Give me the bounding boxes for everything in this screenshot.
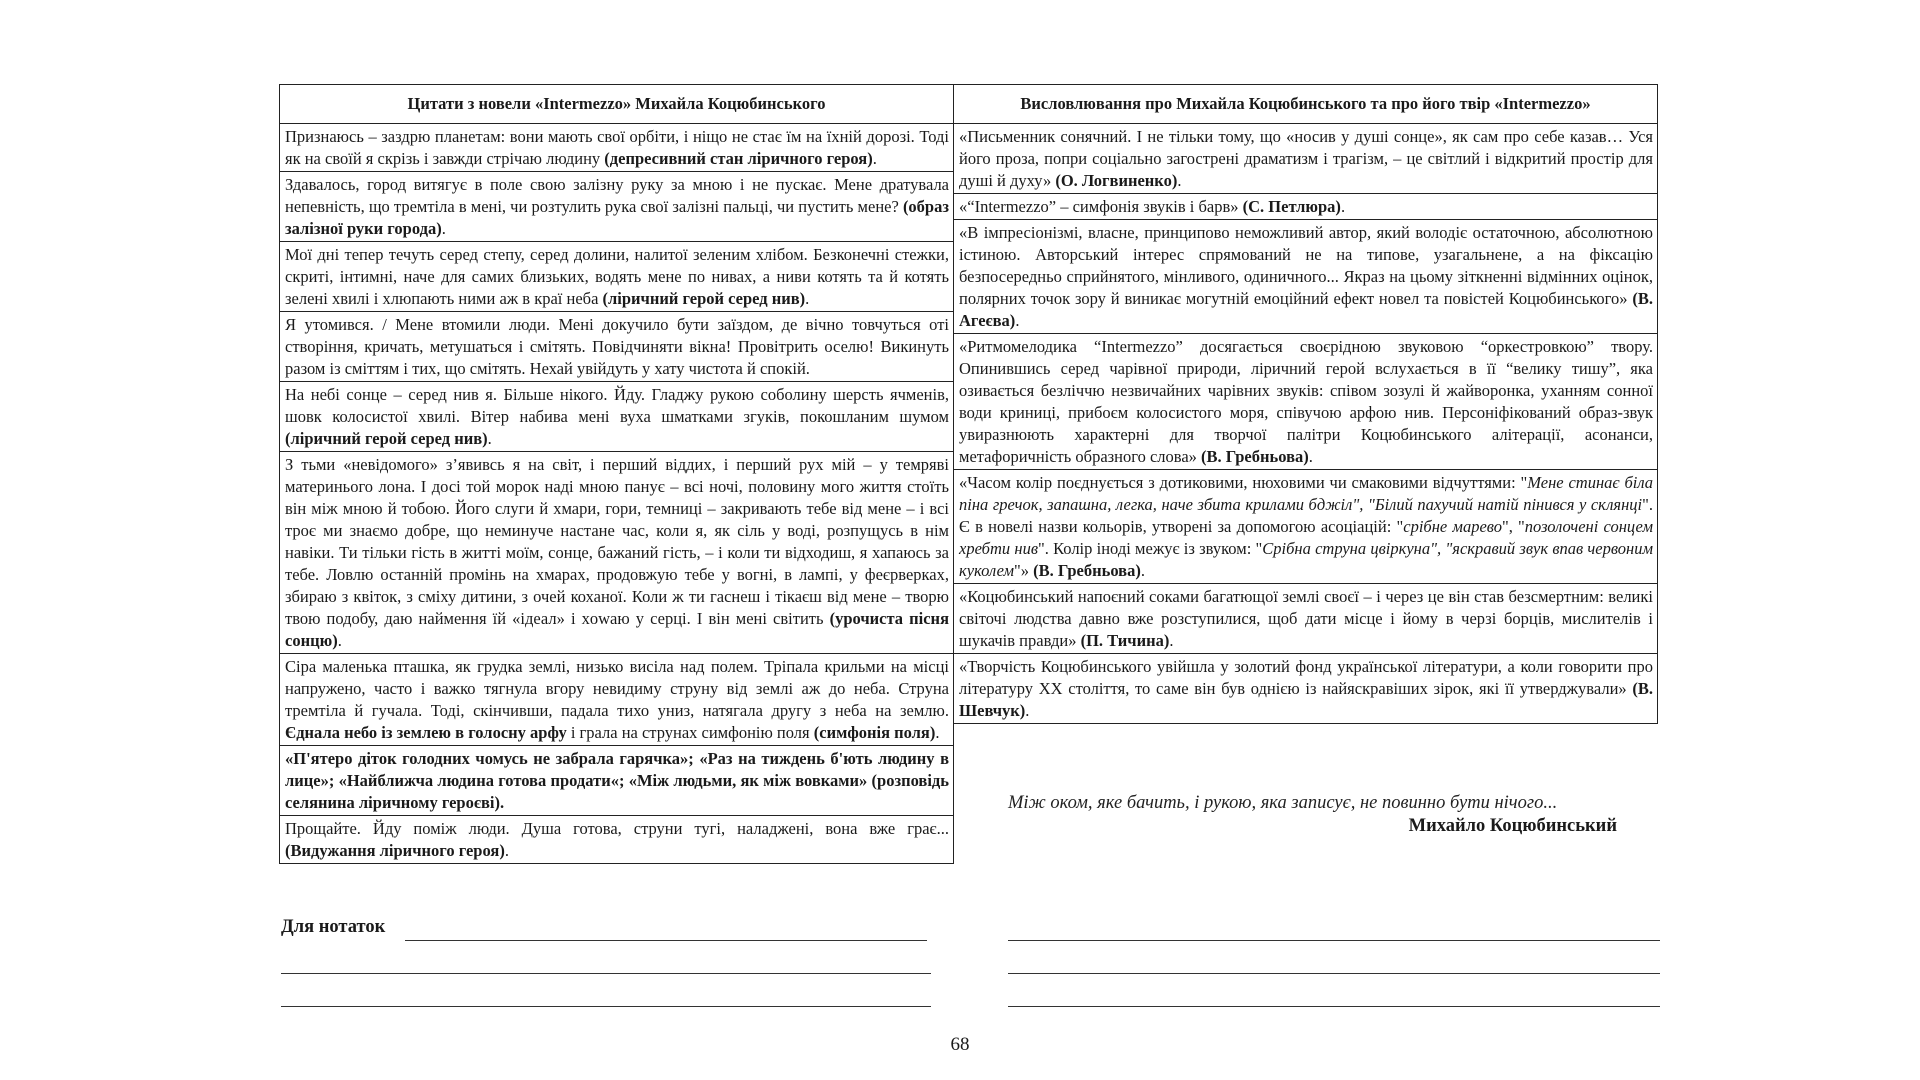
notes-line[interactable] (405, 940, 927, 941)
quote-row: Прощайте. Йду поміж люди. Душа готова, струни тугі, наладжені, вона вже грає... (Видужання ліричного героя). (280, 816, 954, 864)
notes-line[interactable] (1008, 973, 1660, 974)
epigraph-author: Михайло Коцюбинський (1408, 816, 1617, 836)
notes-line[interactable] (1008, 1006, 1660, 1007)
notes-label: Для нотаток (281, 917, 386, 937)
quote-row: Я утомився. / Мене втомили люди. Мені докучило бути заїздом, де вічно товчуться оті створіння, кричать, метушаться і смітять. Повідчиняти вікна! Провітрить оселю! Викинуть разом із сміттям і тих, що смітять. Нехай увійдуть у хату чистота й спокій. (280, 312, 954, 382)
notes-line[interactable] (281, 973, 931, 974)
statement-row: «В імпресіонізмі, власне, принципово неможливий автор, який володіє остаточною, абсолютною істиною. Авторський інтерес спрямований не на типове, узагальнене, а на фіксацію безпосередньо сприйнятого, мінливого, одиничного... Якраз на цьому зіткненні відмінних оцінок, полярних точок зору й виникає могутній емоційний ефект новел та повістей Коцюбинського» (В. Агеєва). (954, 220, 1658, 334)
quote-row: Здавалось, город витягує в поле свою залізну руку за мною і не пускає. Мене дратувала непевність, що тремтіла в мені, чи розтулить рука свої залізні пальці, чи пустить мене? (образ залізної руки города). (280, 172, 954, 242)
statements-table (954, 84, 1658, 724)
statements-table-header: Висловлювання про Михайла Коцюбинського та про його твір «Intermezzo» (954, 85, 1658, 124)
quotes-table (279, 84, 954, 864)
quotes-table-header: Цитати з новели «Intermezzo» Михайла Коцюбинського (280, 85, 954, 124)
page-number: 68 (950, 1034, 970, 1055)
statement-row: «Ритмомелодика “Intermezzo” досягається своєрідною звуковою “оркестровкою” твору. Опинившись серед чарівної природи, ліричний герой вслухається в її “велику тишу”, яка озивається безліччю незвичайних чарівних звуків: співом зозулі й жайворонка, уханням сонної води криниці, прибоєм колосистого моря, співучою арфою нив. Персоніфікований образ-звук увиразнюють характерні для творчої палітри Коцюбинського алітерації, асонанси, метафоричність образного слова» (В. Гребньова). (954, 334, 1658, 470)
quote-row: На небі сонце – серед нив я. Більше нікого. Йду. Гладжу рукою соболину шерсть ячменів, шовк колосистої хвилі. Вітер набива мені вуха шматками згуків, покошланим шумом (ліричний герой серед нив). (280, 382, 954, 452)
quote-row: «П'ятеро діток голодних чомусь не забрала гарячка»; «Раз на тиждень б'ють людину в лице»; «Найближча людина готова продати«; «Між людьми, як між вовками» (розповідь селянина ліричному героєві). (280, 746, 954, 816)
quote-row: Признаюсь – заздрю планетам: вони мають свої орбіти, і ніщо не стає їм на їхній дорозі. Тоді як на своїй я скрізь і завжди стрічаю людину (депресивний стан ліричного героя). (280, 124, 954, 172)
quote-row: З тьми «невідомого» з’явивсь я на світ, і перший віддих, і перший рух мій – у темряві материнього лона. І досі той морок наді мною панує – всі ночі, половину мого життя стоїть він між мною й тобою. Його слуги й хмари, гори, темниці – закривають тебе від мене – і всі троє ми знаємо добре, що неминуче настане час, коли я, як сіль у воді, розпущусь в нім навіки. Ти тільки гість в житті моїм, сонце, бажаний гість, – і коли ти відходиш, я хапаюсь за тебе. Ловлю останній промінь на хмарах, продовжую тебе у вогні, в лампі, у феєрверках, збираю з квіток, з сміху дитини, з очей коханої. Коли ж ти гаснеш і тікаєш від мене – творю твою подобу, даю наймення їй «ідеал» і хowaю у серці. І він мені світить (урочиста пісня сонцю). (280, 452, 954, 654)
statement-row: «“Intermezzo” – симфонія звуків і барв» (С. Петлюра). (954, 194, 1658, 220)
epigraph-text: Між оком, яке бачить, і рукою, яка записує, не повинно бути нічого... (1008, 793, 1558, 813)
notes-line[interactable] (281, 1006, 931, 1007)
quote-row: Сіра маленька пташка, як грудка землі, низько висіла над полем. Тріпала крильми на місці напружено, часто і важко тягнула вгору невидиму струну від землі аж до неба. Струна тремтіла й гучала. Тоді, скінчивши, падала тихо униз, натягала другу з неба на землю. Єднала небо із землею в голосну арфу і грала на струнах симфонію поля (симфонія поля). (280, 654, 954, 746)
statement-row: «Письменник сонячний. І не тільки тому, що «носив у душі сонце», як сам про себе казав… Уся його проза, попри соціально загострені драматизм і трагізм, – це світлий і відкритий простір для душі й духу» (О. Логвиненко). (954, 124, 1658, 194)
notes-line[interactable] (1008, 940, 1660, 941)
statement-row: «Творчість Коцюбинського увійшла у золотий фонд української літератури, а коли говорити про літературу ХХ століття, то саме він був однією із найяскравіших зірок, які її утверджували» (В. Шевчук). (954, 654, 1658, 724)
epigraph (1008, 793, 1633, 837)
quote-row: Мої дні тепер течуть серед степу, серед долини, налитої зеленим хлібом. Безконечні стежки, скриті, інтимні, наче для самих близьких, водять мене по нивах, а ниви котять та й котять зелені хвилі і хлюпають ними аж в краї неба (ліричний герой серед нив). (280, 242, 954, 312)
statement-row: «Коцюбинський напоєний соками багатющої землі своєї – і через це він став безсмертним: великі світочі людства давно вже розступилися, щоб дати місце і йому в черзі борців, мислителів і шукачів правди» (П. Тичина). (954, 584, 1658, 654)
statement-row: «Часом колір поєднується з дотиковими, нюховими чи смаковими відчуттями: "Мене стинає біла піна гречок, запашна, легка, наче збита крилами бджіл", "Білий пахучий натій пінився у склянці". Є в новелі назви кольорів, утворені за допомогою асоціацій: "срібне марево", "позолочені сонцем хребти нив". Колір іноді межує із звуком: "Срібна струна цвіркуна", "яскравий звук впав червоним куколем"» (В. Гребньова). (954, 470, 1658, 584)
